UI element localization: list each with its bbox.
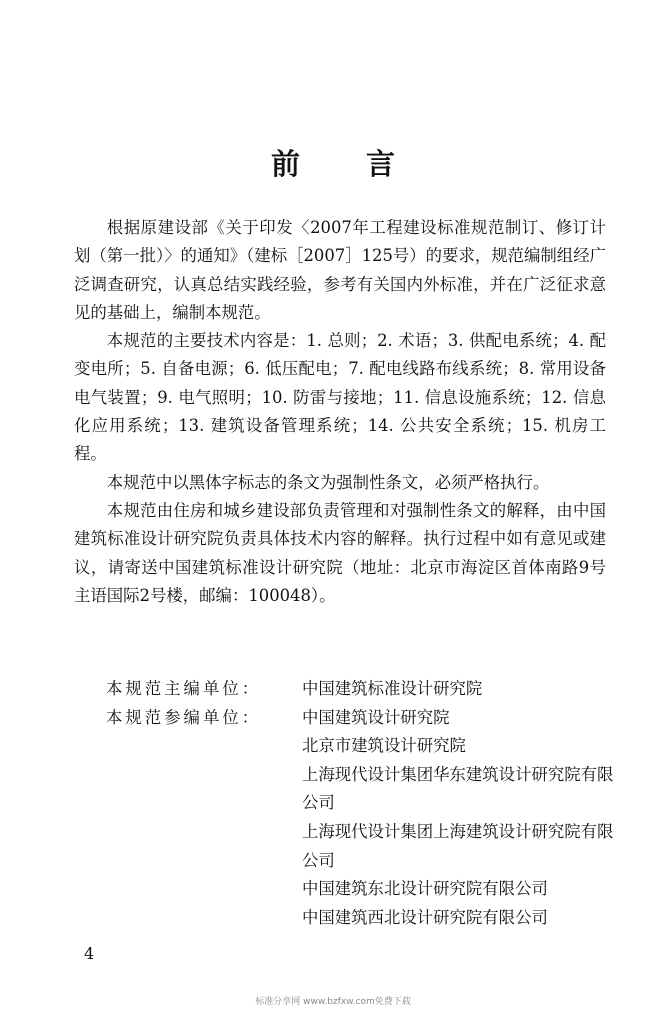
participating-unit: 中国建筑设计研究院 bbox=[302, 707, 450, 727]
title-char-1: 前 bbox=[270, 147, 300, 181]
participating-units-row bbox=[106, 704, 626, 933]
chief-unit-label: 本规范主编单位： bbox=[106, 679, 262, 698]
participating-unit: 北京市建筑设计研究院 bbox=[302, 736, 466, 756]
participating-units-list bbox=[302, 704, 626, 933]
page-number: 4 bbox=[84, 944, 95, 963]
participating-unit: 中国建筑西北设计研究院有限公司 bbox=[302, 907, 548, 927]
foreword-body bbox=[74, 214, 606, 610]
editing-units bbox=[106, 675, 626, 932]
chief-unit-name: 中国建筑标准设计研究院 bbox=[302, 679, 483, 698]
participating-unit: 上海现代设计集团华东建筑设计研究院有限公司 bbox=[302, 764, 614, 813]
paragraph-basis: 根据原建设部《关于印发〈2007年工程建设标准规范制订、修订计划（第一批）〉的通知》（建标［2007］125号）的要求，规范编制组经广泛调查研究，认真总结实践经验，参考有关国内外标准，并在广泛征求意见的基础上，编制本规范。 bbox=[74, 218, 606, 322]
participating-unit: 中国建筑东北设计研究院有限公司 bbox=[302, 879, 548, 899]
paragraph-contents: 本规范的主要技术内容是：1. 总则；2. 术语；3. 供配电系统；4. 配变电所；5. 自备电源；6. 低压配电；7. 配电线路布线系统；8. 常用设备电气装置；9. 电气照明；10. 防雷与接地；11. 信息设施系统；12. 信息化应用系统；13. 建筑设备管理系统；14. 公共安全系统；15. 机房工程。 bbox=[74, 331, 606, 464]
paragraph-management: 本规范由住房和城乡建设部负责管理和对强制性条文的解释，由中国建筑标准设计研究院负责具体技术内容的解释。执行过程中如有意见或建议，请寄送中国建筑标准设计研究院（地址：北京市海淀区首体南路9号主语国际2号楼，邮编：100048）。 bbox=[74, 500, 606, 605]
watermark: 标准分享网 www.bzfxw.com免费下载 bbox=[255, 997, 411, 1007]
participating-units-label: 本规范参编单位： bbox=[106, 707, 262, 727]
participating-unit: 上海现代设计集团上海建筑设计研究院有限公司 bbox=[302, 821, 614, 870]
title-char-2: 言 bbox=[366, 147, 396, 181]
chief-unit-row bbox=[106, 675, 626, 704]
paragraph-mandatory: 本规范中以黑体字标志的条文为强制性条文，必须严格执行。 bbox=[106, 472, 550, 492]
page-title bbox=[0, 142, 666, 183]
